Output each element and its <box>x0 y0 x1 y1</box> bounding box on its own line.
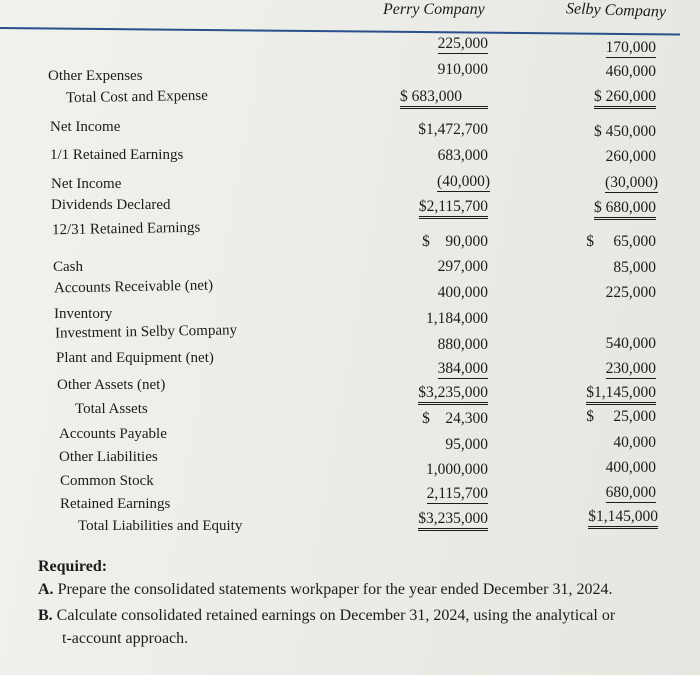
header-rule <box>0 27 680 36</box>
perry-total-liab-equity: $3,235,000 <box>418 510 488 531</box>
perry-inventory: 400,000 <box>437 284 488 301</box>
perry-plant-equipment: 880,000 <box>437 336 488 353</box>
perry-accounts-payable: $ 24,300 <box>422 410 488 427</box>
selby-plant-equipment: 540,000 <box>605 335 656 352</box>
label-dividends-declared: Dividends Declared <box>51 197 171 213</box>
perry-company-header: Perry Company <box>383 1 485 18</box>
perry-dividends: (40,000) <box>437 173 490 190</box>
requirement-b-text: Calculate consolidated retained earnings on December 31, 2024, using the analytical or <box>56 607 616 624</box>
perry-net-income-value: $ 683,000 <box>400 88 462 105</box>
selby-dividends: (30,000) <box>605 174 658 191</box>
requirement-a-letter: A. <box>38 581 54 598</box>
label-plant-equipment: Plant and Equipment (net) <box>56 350 214 366</box>
requirement-a <box>38 581 612 599</box>
label-total-assets: Total Assets <box>75 401 148 417</box>
selby-total-liab-equity: $1,145,000 <box>588 508 658 529</box>
label-net-income: Net Income <box>50 119 121 135</box>
label-cash: Cash <box>53 259 83 275</box>
selby-other-expenses: 170,000 <box>605 39 656 56</box>
label-inventory: Inventory <box>54 306 113 322</box>
label-re-net-income: Net Income <box>51 176 122 192</box>
selby-beg-re: $ 450,000 <box>594 123 656 140</box>
requirement-b-continued: t-account approach. <box>62 630 189 647</box>
selby-company-header: Selby Company <box>565 0 667 21</box>
label-other-liabilities: Other Liabilities <box>59 449 158 465</box>
perry-net-income <box>400 88 488 109</box>
perry-re-net-income: 683,000 <box>437 147 488 164</box>
perry-other-assets: 384,000 <box>437 360 488 377</box>
perry-accounts-receivable: 297,000 <box>437 258 488 275</box>
selby-re-net-income: 260,000 <box>605 148 656 165</box>
label-accounts-receivable: Accounts Receivable (net) <box>53 277 214 297</box>
selby-common-stock: 400,000 <box>605 459 656 476</box>
selby-other-liabilities: 40,000 <box>613 434 656 451</box>
label-total-cost-expense: Total Cost and Expense <box>65 87 208 107</box>
label-end-retained-earnings: 12/31 Retained Earnings <box>51 219 201 239</box>
selby-inventory: 225,000 <box>605 284 656 301</box>
perry-total-cost: 910,000 <box>437 61 488 78</box>
selby-accounts-receivable: 85,000 <box>613 259 656 276</box>
label-investment-selby: Investment in Selby Company <box>54 322 238 342</box>
selby-accounts-payable: $ 25,000 <box>586 408 656 425</box>
perry-cash: $ 90,000 <box>422 233 488 250</box>
perry-total-assets: $3,235,000 <box>418 384 488 405</box>
perry-end-re: $2,115,700 <box>419 198 488 219</box>
label-common-stock: Common Stock <box>60 473 154 489</box>
perry-investment-selby: 1,184,000 <box>426 310 488 327</box>
label-accounts-payable: Accounts Payable <box>59 426 167 442</box>
label-other-assets: Other Assets (net) <box>57 377 166 393</box>
requirement-b <box>38 607 615 625</box>
selby-total-assets: $1,145,000 <box>586 384 656 405</box>
required-heading: Required: <box>38 558 108 575</box>
selby-end-re: $ 680,000 <box>594 199 656 220</box>
perry-other-expenses: 225,000 <box>437 35 488 52</box>
selby-other-assets: 230,000 <box>605 360 656 377</box>
selby-cash: $ 65,000 <box>586 233 656 250</box>
perry-beg-re: $1,472,700 <box>418 121 488 138</box>
perry-common-stock: 1,000,000 <box>426 461 488 478</box>
selby-net-income: $ 260,000 <box>594 88 656 109</box>
label-total-liabilities-equity: Total Liabilities and Equity <box>78 518 243 534</box>
label-beg-retained-earnings: 1/1 Retained Earnings <box>50 147 184 163</box>
selby-retained-earnings: 680,000 <box>605 484 656 501</box>
requirement-a-text: Prepare the consolidated statements workpaper for the year ended December 31, 2024. <box>57 581 613 598</box>
label-other-expenses: Other Expenses <box>48 68 143 84</box>
perry-other-liabilities: 95,000 <box>445 436 488 453</box>
label-retained-earnings: Retained Earnings <box>60 496 171 512</box>
perry-retained-earnings: 2,115,700 <box>426 485 488 502</box>
selby-total-cost: 460,000 <box>605 63 656 80</box>
requirement-b-letter: B. <box>38 607 53 624</box>
